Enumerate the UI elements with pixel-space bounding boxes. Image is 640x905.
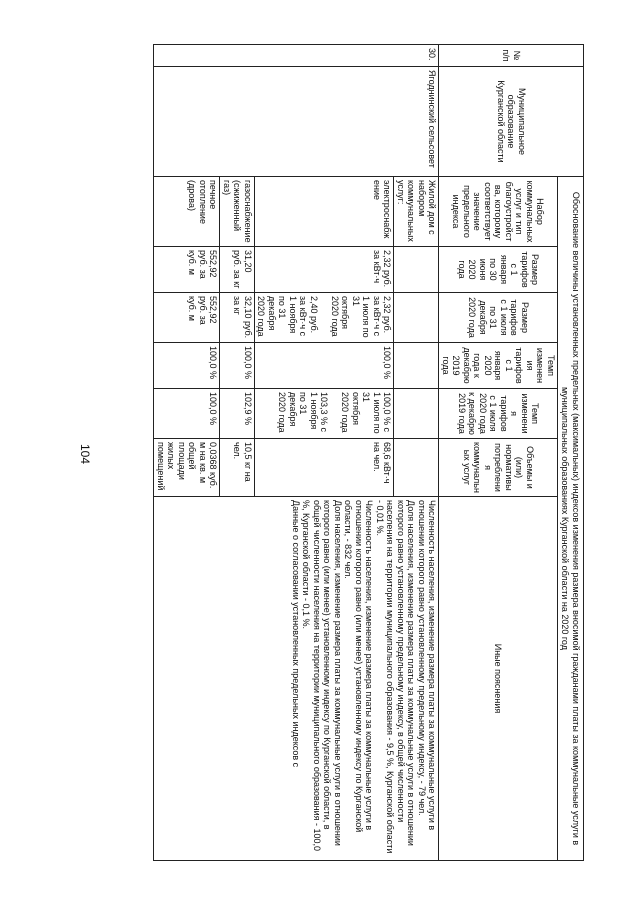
service-change-jul: 100,0 % [154, 389, 220, 439]
row-number: 30. [154, 45, 439, 67]
service-rate-jan-jun: 552,92 руб. за куб. м [154, 247, 220, 293]
table-header-municipality: Муниципальное образование Курганской области [439, 67, 584, 177]
service-volume: 68,6 кВт·ч на чел. [255, 439, 395, 497]
service-name: газоснабжение (сжиженный газ) [220, 177, 255, 247]
row-set-heading: Жилой дом с набором коммунальных услуг: [394, 177, 439, 247]
service-volume: 10,5 кг на чел. [220, 439, 255, 497]
service-change-jan: 100,0 % [220, 343, 255, 389]
table-header-volumes: Объемы и (или) нормативы потребления коммунальных услуг [439, 439, 558, 497]
service-rate-jul-dec: 2,32 руб. за кВт·ч с 1 июля по 31 октября 2020 года 2,40 руб. за кВт·ч с 1 ноября по 31 декабря 2020 года [255, 293, 395, 343]
table-title: Обоснование величины установленных предельных (максимальных) индексов изменения размера вносимой гражданами платы за коммунальные услуги в муниципальных образованиях Курганской области на 2020 год [558, 177, 584, 861]
table-header-num: № п/п [439, 45, 584, 67]
table-header-rate-jul-dec: Размер тарифов с 1 июля по 31 декабря 2020 года [439, 293, 558, 343]
service-rate-jan-jun: 31,20 руб. за кг [220, 247, 255, 293]
service-change-jan: 100,0 % [255, 343, 395, 389]
service-rate-jul-dec: 552,92 руб. за куб. м [154, 293, 220, 343]
page-number: 104 [78, 443, 93, 465]
service-name: электроснабжение [255, 177, 395, 247]
document-sheet [84, 44, 584, 861]
service-name: печное отопление (дрова) [154, 177, 220, 247]
table-header-change-jul: Темп изменения тарифов с 1 июля 2020 года к декабрю 2019 года [439, 389, 558, 439]
table-header-notes: Иные пояснения [439, 497, 558, 861]
row-notes: Численность населения, изменение размера платы за коммунальные услуги в отношении которого равно установленному предельному индексу, - 79 чел. Доля населения, изменение размера платы за коммунальные услуги в отношении которого равно установленному предельному индексу, в общей численности населения на территории муниципального образования - 9,5 %, Курганской области - 0,01 %. Численность населения, изменение размера платы за коммунальные услуги в отношении которого равно (или менее) установленному индексу по Курганской области, - 832 чел. Доля населения, изменение размера платы за коммунальные услуги в отношении которого равно (или менее) установленному индексу по Курганской области, в общей численности населения на территории муниципального образования - 100,0 %, Курганской области - 0,1 %. Данные о согласовании установленных предельных индексов с [154, 497, 439, 861]
table-header-set: Набор коммунальных услуг и тип благоустройства, которому соответствует значение предельного индекса [439, 177, 558, 247]
service-change-jul: 100,0 % с 1 июля по 31 октября 2020 года 103,3 % с 1 ноября по 31 декабря 2020 года [255, 389, 395, 439]
service-rate-jul-dec: 32,10 руб. за кг [220, 293, 255, 343]
service-change-jul: 102,9 % [220, 389, 255, 439]
service-rate-jan-jun: 2,32 руб. за кВт·ч [255, 247, 395, 293]
table-header-change-jan: Темп изменения тарифов с 1 января 2020 года к декабрю 2019 года [439, 343, 558, 389]
row-municipality: Ягоднинский сельсовет [154, 67, 439, 177]
service-volume: 0,0368 куб. м на кв. м общей площади жилых помещений [154, 439, 220, 497]
tariff-table [154, 44, 585, 861]
table-row [394, 45, 439, 861]
service-change-jan: 100,0 % [154, 343, 220, 389]
table-header-rate-jan-jun: Размер тарифов с 1 января по 30 июня 2020 года [439, 247, 558, 293]
